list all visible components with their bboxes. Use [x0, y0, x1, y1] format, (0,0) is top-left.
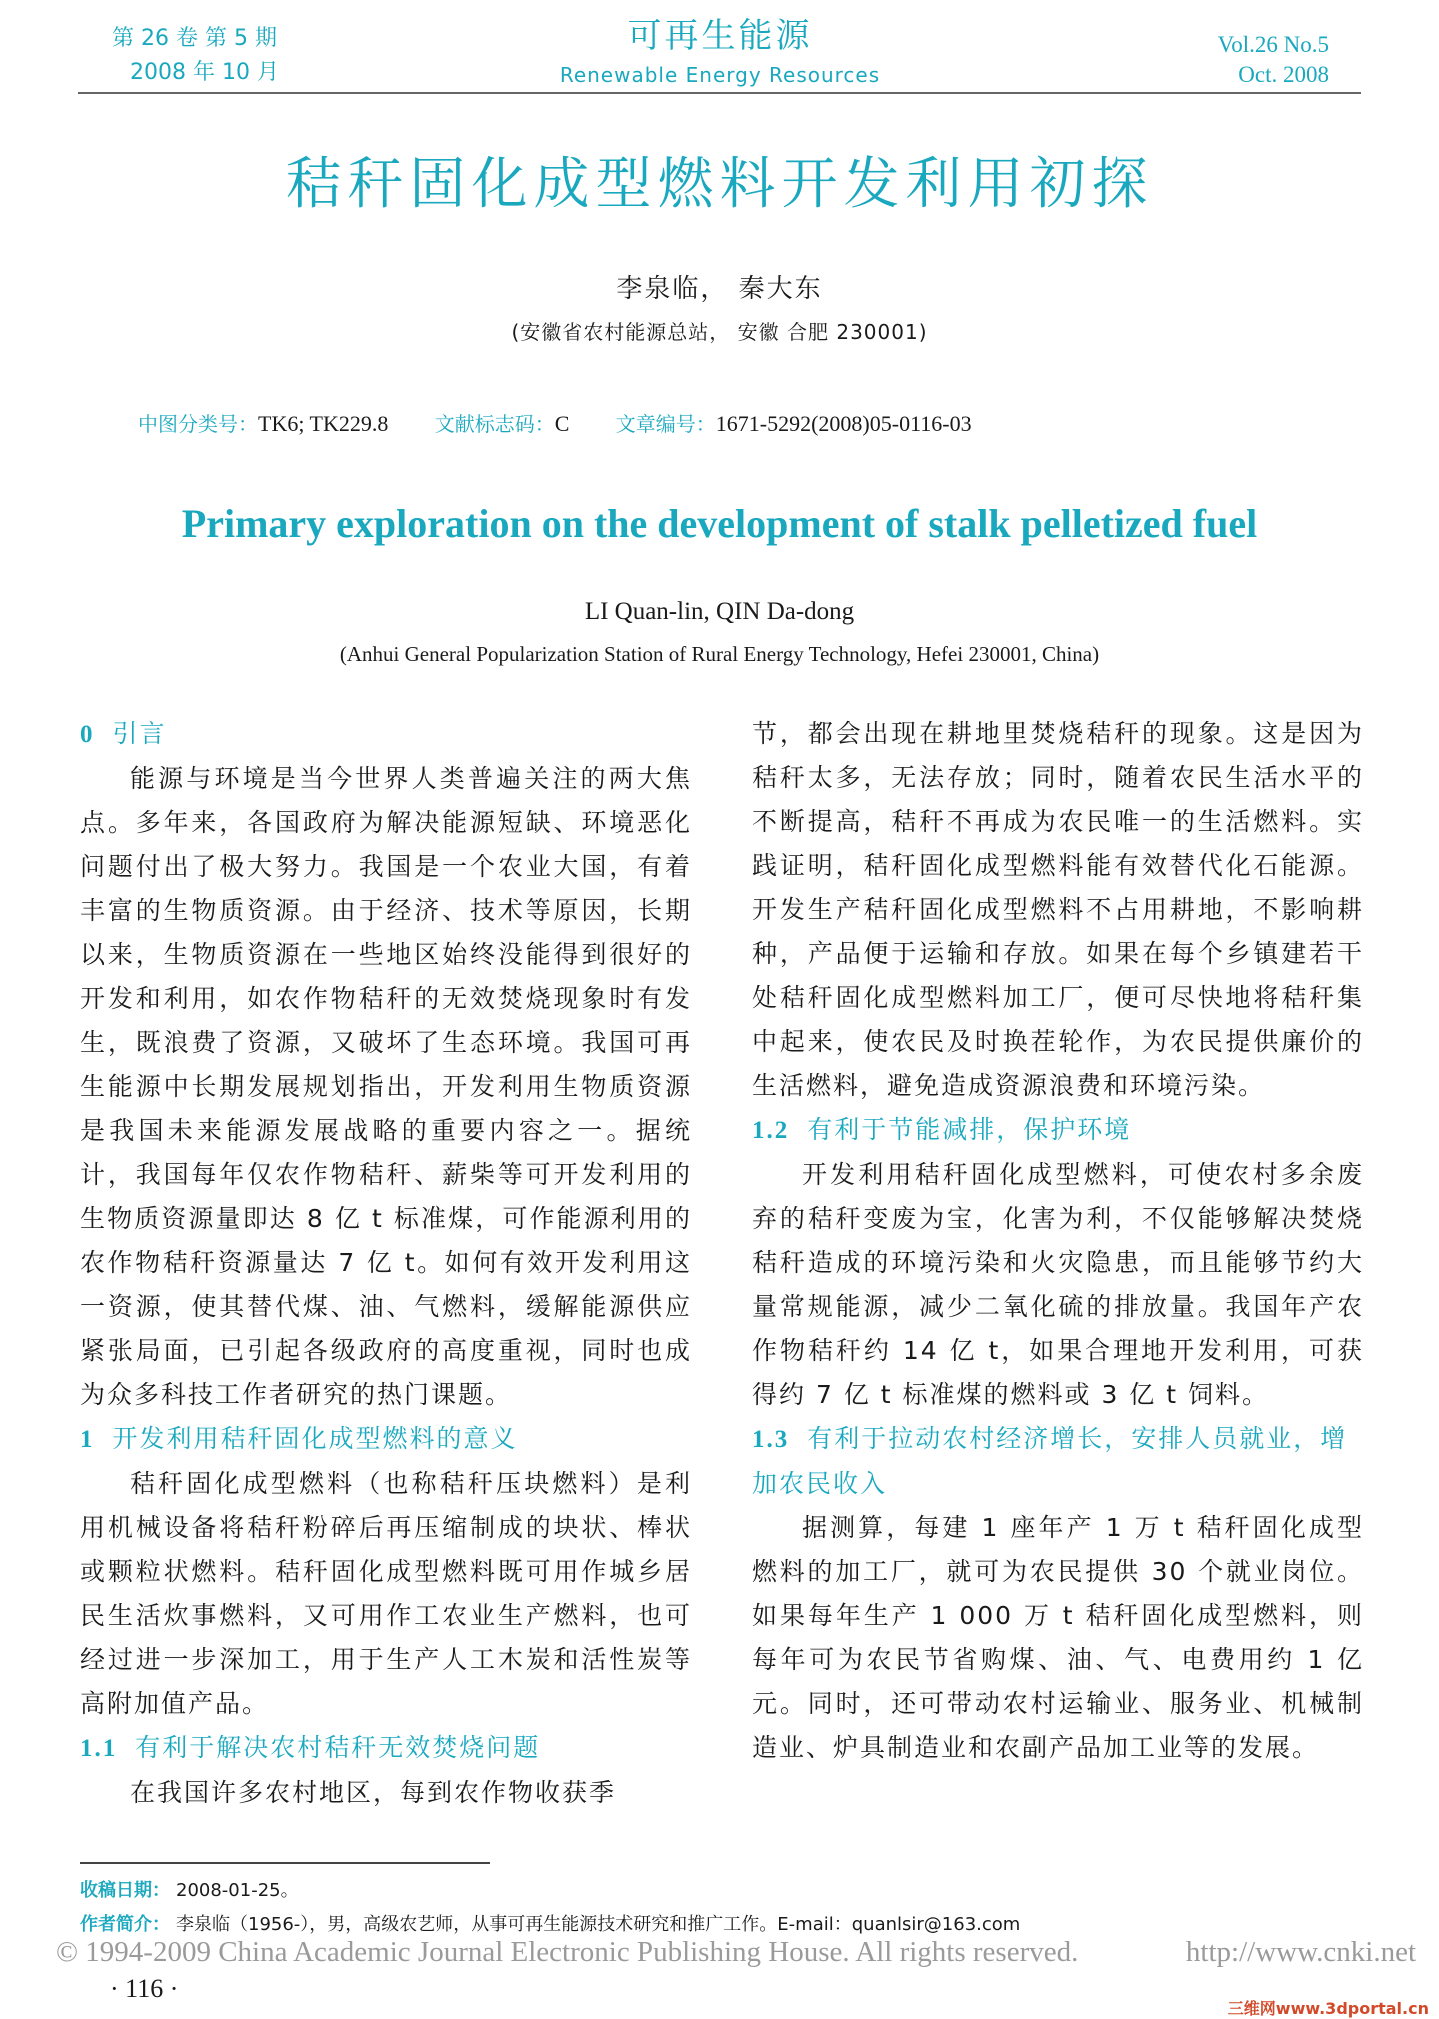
classification-line: [138, 408, 1338, 437]
section-heading-0: [80, 712, 692, 757]
section-heading-1-3: [752, 1417, 1364, 1506]
clc-label: 中图分类号：: [138, 412, 258, 436]
section-title: 有利于解决农村秸秆无效焚烧问题: [135, 1733, 541, 1762]
clc-value: TK6; TK229.8: [258, 411, 389, 436]
paper-title-en: Primary exploration on the development of stalk pelletized fuel: [181, 501, 1258, 546]
body-column-left: [80, 712, 692, 1815]
doc-code-label: 文献标志码：: [434, 412, 555, 436]
header-volume-en: Vol.26 No.5: [1217, 32, 1329, 57]
authors-cn: 李泉临， 秦大东: [616, 274, 823, 304]
section-number: 1.2: [752, 1117, 790, 1144]
received-label: 收稿日期：: [80, 1880, 170, 1901]
body-column-right: [752, 712, 1364, 1770]
paragraph-1-3: 据测算，每建 1 座年产 1 万 t 秸秆固化成型燃料的加工厂，就可为农民提供 30 个就业岗位。如果每年生产 1 000 万 t 秸秆固化成型燃料，则每年可为农民节省购煤、油、气、电费用约 1 亿元。同时，还可带动农村运输业、服务业、机械制造业、炉具制造业和农副产品加工业等的发展。: [752, 1513, 1364, 1762]
footnote-author: [80, 1910, 1020, 1936]
cnki-link[interactable]: http://www.cnki.net: [1185, 1936, 1416, 1968]
site-watermark: 三维网www.3dportal.cn: [1227, 1999, 1429, 2018]
header-volume-cn: 第 26 卷 第 5 期: [112, 26, 277, 51]
footnote-received: [80, 1876, 299, 1902]
journal-name-en: Renewable Energy Resources: [559, 63, 881, 87]
paragraph-introduction: 能源与环境是当今世界人类普遍关注的两大焦点。多年来，各国政府为解决能源短缺、环境恶化问题付出了极大努力。我国是一个农业大国，有着丰富的生物质资源。由于经济、技术等原因，长期以来，生物质资源在一些地区始终没能得到很好的开发和利用，如农作物秸秆的无效焚烧现象时有发生，既浪费了资源，又破坏了生态环境。我国可再生能源中长期发展规划指出，开发利用生物质资源是我国未来能源发展战略的重要内容之一。据统计，我国每年仅农作物秸秆、薪柴等可开发利用的生物质资源量即达 8 亿 t 标准煤，可作能源利用的农作物秸秆资源量达 7 亿 t。如何有效开发利用这一资源，使其替代煤、油、气燃料，缓解能源供应紧张局面，已引起各级政府的高度重视，同时也成为众多科技工作者研究的热门课题。: [80, 764, 692, 1409]
section-number: 1.3: [752, 1426, 790, 1453]
authors-en: LI Quan-lin, QIN Da-dong: [584, 598, 855, 625]
header-volume-en-block: [1129, 30, 1329, 90]
paragraph-1-1-continued: 节，都会出现在耕地里焚烧秸秆的现象。这是因为秸秆太多，无法存放；同时，随着农民生活水平的不断提高，秸秆不再成为农民唯一的生活燃料。实践证明，秸秆固化成型燃料能有效替代化石能源。开发生产秸秆固化成型燃料不占用耕地，不影响耕种，产品便于运输和存放。如果在每个乡镇建若干处秸秆固化成型燃料加工厂，便可尽快地将秸秆集中起来，使农民及时换茬轮作，为农民提供廉价的生活燃料，避免造成资源浪费和环境污染。: [752, 719, 1364, 1100]
section-number: 1.1: [80, 1735, 118, 1762]
copyright-text: © 1994-2009 China Academic Journal Electronic Publishing House. All rights reserved.: [56, 1936, 1079, 1968]
footnote-rule: [80, 1862, 490, 1864]
section-title: 开发利用秸秆固化成型燃料的意义: [112, 1424, 518, 1453]
section-title: 有利于拉动农村经济增长，安排人员就业，增加农民收入: [752, 1424, 1348, 1498]
article-no-label: 文章编号：: [615, 412, 716, 436]
section-title: 引言: [112, 719, 167, 748]
paragraph-1-1-start: 在我国许多农村地区，每到农作物收获季: [130, 1778, 617, 1807]
section-number: 0: [80, 721, 95, 748]
received-value: 2008-01-25。: [176, 1880, 299, 1901]
paragraph-significance: 秸秆固化成型燃料（也称秸秆压块燃料）是利用机械设备将秸秆粉碎后再压缩制成的块状、棒状或颗粒状燃料。秸秆固化成型燃料既可用作城乡居民生活炊事燃料，又可用作工农业生产燃料，也可经过进一步深加工，用于生产人工木炭和活性炭等高附加值产品。: [80, 1469, 692, 1718]
section-heading-1-1: [80, 1726, 692, 1771]
paper-title-cn: 秸秆固化成型燃料开发利用初探: [285, 152, 1154, 217]
header-date-en: Oct. 2008: [1238, 62, 1329, 87]
header-rule: [78, 92, 1361, 94]
copyright-notice: [56, 1936, 1416, 1969]
section-heading-1: [80, 1417, 692, 1462]
page-number: · 116 ·: [110, 1974, 179, 2003]
journal-masthead: [480, 8, 960, 87]
paragraph-1-2: 开发利用秸秆固化成型燃料，可使农村多余废弃的秸秆变废为宝，化害为利，不仅能够解决焚烧秸秆造成的环境污染和火灾隐患，而且能够节约大量常规能源，减少二氧化硫的排放量。我国年产农作物秸秆约 14 亿 t，如果合理地开发利用，可获得约 7 亿 t 标准煤的燃料或 3 亿 t 饲料。: [752, 1160, 1364, 1409]
doc-code-value: C: [554, 411, 570, 436]
affiliation-cn: (安徽省农村能源总站， 安徽 合肥 230001): [511, 320, 928, 344]
journal-name-cn: 可再生能源: [627, 16, 813, 56]
affiliation-en: (Anhui General Popularization Station of Rural Energy Technology, Hefei 230001, China): [339, 642, 1100, 666]
author-label: 作者简介：: [80, 1914, 170, 1935]
section-title: 有利于节能减排，保护环境: [807, 1115, 1132, 1144]
section-heading-1-2: [752, 1108, 1364, 1153]
header-date-cn: 2008 年 10 月: [130, 60, 279, 85]
header-volume-cn-block: [112, 22, 372, 90]
section-number: 1: [80, 1426, 95, 1453]
article-no-value: 1671-5292(2008)05-0116-03: [715, 411, 972, 436]
author-value: 李泉临（1956-），男，高级农艺师，从事可再生能源技术研究和推广工作。E-mail：quanlsir@163.com: [176, 1914, 1021, 1935]
